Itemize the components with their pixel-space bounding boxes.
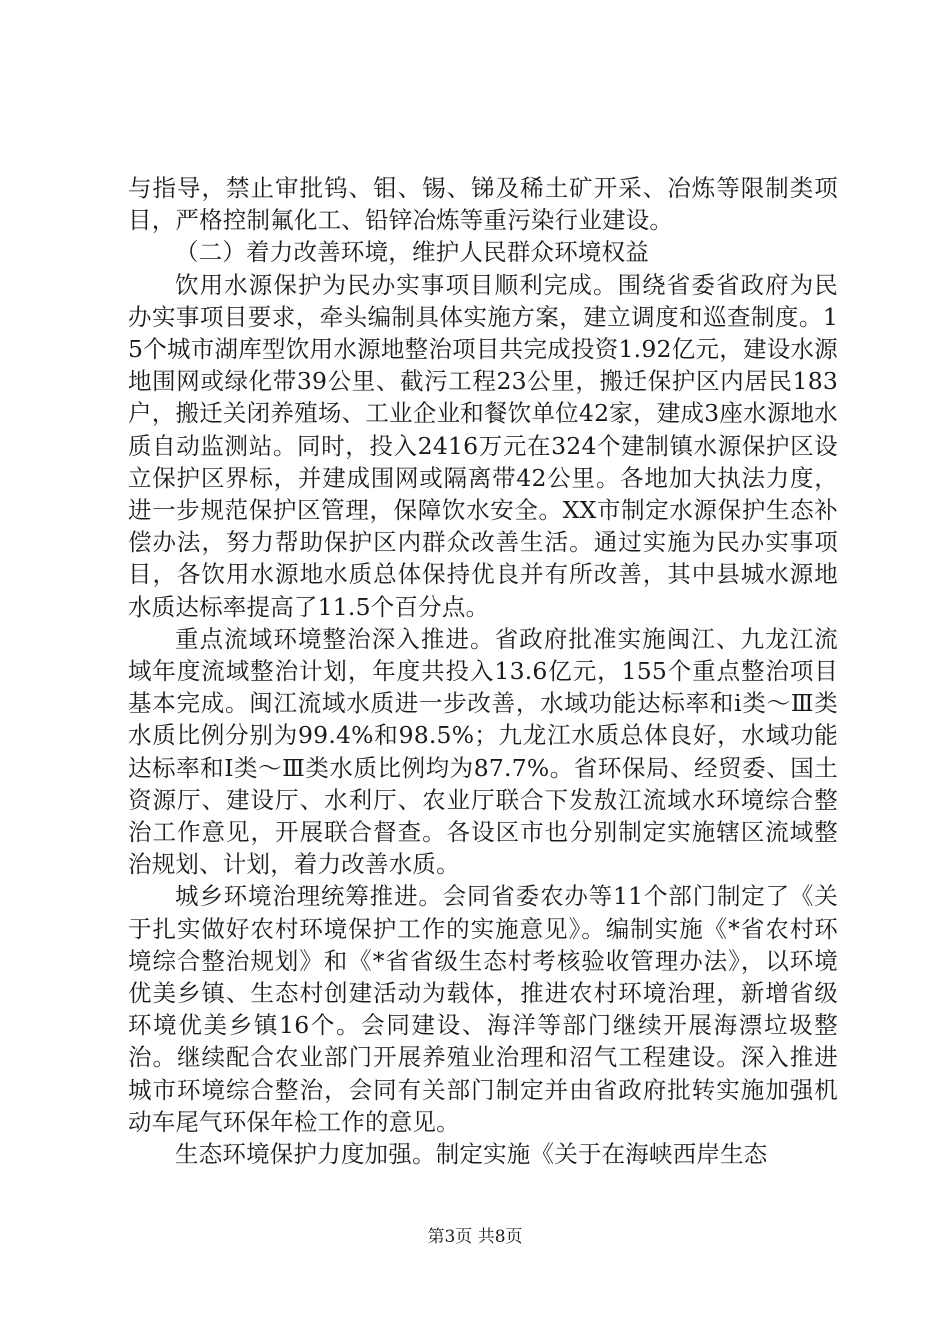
document-body [128,172,838,1170]
paragraph-ecology: 生态环境保护力度加强。制定实施《关于在海峡西岸生态 [175,1140,768,1169]
paragraph-continuation: 与指导，禁止审批钨、钼、锡、锑及稀土矿开采、冶炼等限制类项目，严格控制氟化工、铅锌冶炼等重污染行业建设。 [128,174,838,235]
paragraph-urban-rural: 城乡环境治理统筹推进。会同省委农办等11个部门制定了《关于扎实做好农村环境保护工作的实施意见》。编制实施《*省农村环境综合整治规划》和《*省省级生态村考核验收管理办法》，以环境优美乡镇、生态村创建活动为载体，推进农村环境治理，新增省级环境优美乡镇16个。会同建设、海洋等部门继续开展海漂垃圾整治。继续配合农业部门开展养殖业治理和沼气工程建设。深入推进城市环境综合整治，会同有关部门制定并由省政府批转实施加强机动车尾气环保年检工作的意见。 [128,882,838,1136]
paragraph-river-basin: 重点流域环境整治深入推进。省政府批准实施闽江、九龙江流域年度流域整治计划，年度共投入13.6亿元，155个重点整治项目基本完成。闽江流域水质进一步改善，水域功能达标率和ⅰ类～Ⅲ类水质比例分别为99.4%和98.5%；九龙江水质总体良好，水域功能达标率和Ⅰ类～Ⅲ类水质比例均为87.7%。省环保局、经贸委、国土资源厅、建设厅、水利厅、农业厅联合下发敖江流域水环境综合整治工作意见，开展联合督查。各设区市也分别制定实施辖区流域整治规划、计划，着力改善水质。 [128,624,838,879]
paragraph-drinking-water: 饮用水源保护为民办实事项目顺利完成。围绕省委省政府为民办实事项目要求，牵头编制具体实施方案，建立调度和巡查制度。15个城市湖库型饮用水源地整治项目共完成投资1.92亿元，建设水源地围网或绿化带39公里、截污工程23公里，搬迁保护区内居民183户，搬迁关闭养殖场、工业企业和餐饮单位42家，建成3座水源地水质自动监测站。同时，投入2416万元在324个建制镇水源保护区设立保护区界标，并建成围网或隔离带42公里。各地加大执法力度，进一步规范保护区管理，保障饮水安全。XX市制定水源保护生态补偿办法，努力帮助保护区内群众改善生活。通过实施为民办实事项目，各饮用水源地水质总体保持优良并有所改善，其中县城水源地水质达标率提高了11.5个百分点。 [128,270,838,621]
section-heading: （二）着力改善环境，维护人民群众环境权益 [175,238,649,267]
page-number-footer: 第3页 共8页 [427,1227,523,1247]
